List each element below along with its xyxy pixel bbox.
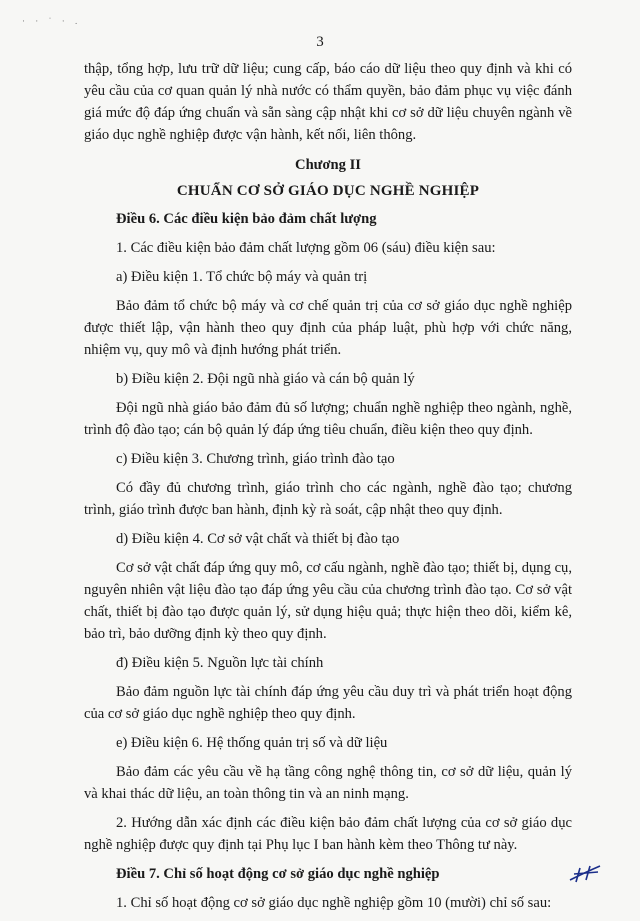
paragraph: Cơ sở vật chất đáp ứng quy mô, cơ cấu ngành, nghề đào tạo; thiết bị, dụng cụ, nguyên nhiên vật liệu đào tạo đáp ứng yêu cầu của chương trình đào tạo. Cơ sở vật chất, thiết bị đào tạo được quản lý, sử dụng hiệu quả; thực hiện theo dõi, kiểm kê, bảo trì, bảo dưỡng định kỳ theo quy định. bbox=[84, 560, 572, 642]
chapter-title: CHUẨN CƠ SỞ GIÁO DỤC NGHỀ NGHIỆP bbox=[176, 183, 480, 199]
article-heading: Điều 6. Các điều kiện bảo đảm chất lượng bbox=[116, 211, 377, 227]
paragraph: Bảo đảm tổ chức bộ máy và cơ chế quản trị của cơ sở giáo dục nghề nghiệp được thiết lập, vận hành theo quy định của pháp luật, phù hợp với chức năng, nhiệm vụ, quy mô và định hướng phát triển. bbox=[84, 298, 572, 358]
paragraph: thập, tổng hợp, lưu trữ dữ liệu; cung cấp, báo cáo dữ liệu theo quy định và khi có yêu cầu của cơ quan quản lý nhà nước có thẩm quyền, bảo đảm phục vụ việc đánh giá mức độ đáp ứng chuẩn và sẵn sàng cập nhật khi cơ sở dữ liệu chuyên ngành về giáo dục nghề nghiệp được vận hành, kết nối, liên thông. bbox=[84, 61, 572, 143]
paragraph: 2. Hướng dẫn xác định các điều kiện bảo đảm chất lượng của cơ sở giáo dục nghề nghiệp được quy định tại Phụ lục I ban hành kèm theo Thông tư này. bbox=[84, 815, 572, 853]
paragraph: 1. Các điều kiện bảo đảm chất lượng gồm 06 (sáu) điều kiện sau: bbox=[116, 240, 496, 256]
paragraph: e) Điều kiện 6. Hệ thống quản trị số và dữ liệu bbox=[116, 735, 388, 751]
handwritten-initial-mark bbox=[566, 860, 608, 886]
paragraph: b) Điều kiện 2. Đội ngũ nhà giáo và cán bộ quản lý bbox=[116, 371, 415, 387]
page-number: 3 bbox=[316, 34, 324, 50]
paragraph: Có đầy đủ chương trình, giáo trình cho các ngành, nghề đào tạo; chương trình, giáo trình được ban hành, định kỳ rà soát, cập nhật theo quy định. bbox=[84, 480, 572, 518]
paragraph: c) Điều kiện 3. Chương trình, giáo trình đào tạo bbox=[116, 451, 395, 467]
article-heading: Điều 7. Chỉ số hoạt động cơ sở giáo dục nghề nghiệp bbox=[116, 866, 440, 882]
paragraph: đ) Điều kiện 5. Nguồn lực tài chính bbox=[116, 655, 324, 671]
paragraph: Bảo đảm các yêu cầu về hạ tầng công nghệ thông tin, cơ sở dữ liệu, quản lý và khai thác dữ liệu, an toàn thông tin và an ninh mạng. bbox=[84, 764, 572, 802]
paragraph: Đội ngũ nhà giáo bảo đảm đủ số lượng; chuẩn nghề nghiệp theo ngành, nghề, trình độ đào tạo; cán bộ quản lý đáp ứng tiêu chuẩn, điều kiện theo quy định. bbox=[84, 400, 572, 438]
document-body bbox=[84, 58, 572, 921]
paragraph: Bảo đảm nguồn lực tài chính đáp ứng yêu cầu duy trì và phát triển hoạt động của cơ sở giáo dục nghề nghiệp theo quy định. bbox=[84, 684, 572, 722]
paragraph: d) Điều kiện 4. Cơ sở vật chất và thiết bị đào tạo bbox=[116, 531, 400, 547]
scan-artifact: · · ˈ · . bbox=[22, 16, 82, 26]
paragraph: 1. Chỉ số hoạt động cơ sở giáo dục nghề nghiệp gồm 10 (mười) chỉ số sau: bbox=[116, 895, 552, 911]
chapter-heading: Chương II bbox=[295, 157, 361, 173]
paragraph: a) Điều kiện 1. Tổ chức bộ máy và quản trị bbox=[116, 269, 368, 285]
